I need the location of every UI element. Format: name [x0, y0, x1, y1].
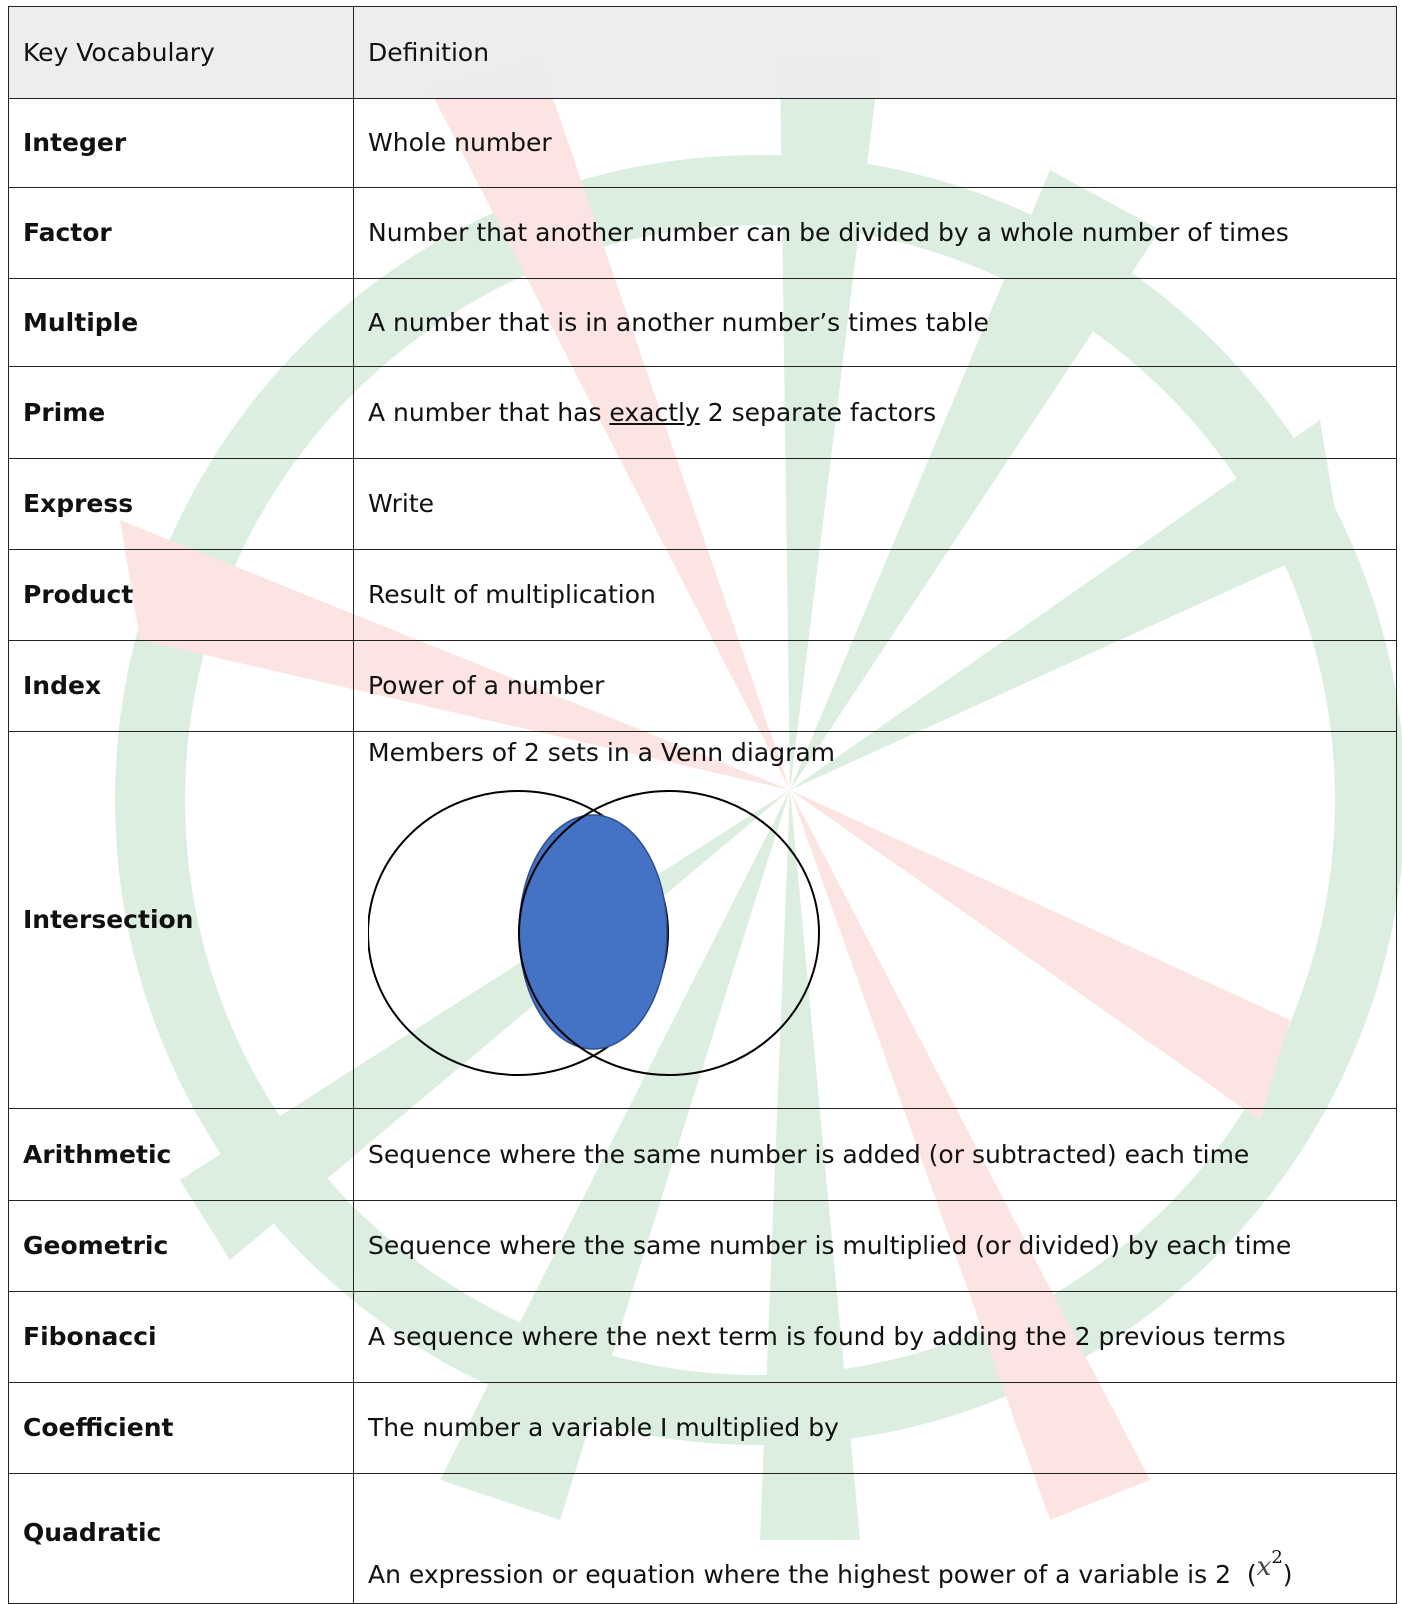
venn-diagram [368, 790, 838, 1090]
definition-cell: Result of multiplication [354, 550, 1397, 641]
table-row [9, 641, 1397, 732]
formula-variable: x [1256, 1552, 1272, 1582]
definition-cell: The number a variable I multiplied by [354, 1383, 1397, 1474]
table-row [9, 188, 1397, 279]
venn-diagram-container [368, 768, 1396, 1108]
header-key-vocabulary: Key Vocabulary [9, 7, 354, 99]
definition-cell: Sequence where the same number is multiplied (or divided) by each time [354, 1201, 1397, 1292]
table-row [9, 1474, 1397, 1604]
definition-text: A number that has [368, 397, 610, 427]
underlined-word: exactly [609, 397, 700, 427]
venn-intersection [519, 815, 667, 1049]
term-cell: Express [9, 459, 354, 550]
table-row [9, 1292, 1397, 1383]
vocabulary-table [8, 6, 1397, 1604]
formula-close-paren: ) [1282, 1560, 1293, 1589]
term-cell: Prime [9, 367, 354, 459]
term-cell: Fibonacci [9, 1292, 354, 1383]
term-cell: Geometric [9, 1201, 354, 1292]
header-definition: Definition [354, 7, 1397, 99]
definition-cell [354, 732, 1397, 1109]
term-cell: Index [9, 641, 354, 732]
term-cell: Product [9, 550, 354, 641]
table-row [9, 1201, 1397, 1292]
table-row [9, 279, 1397, 367]
table-row [9, 367, 1397, 459]
definition-cell: Whole number [354, 99, 1397, 188]
definition-cell: A number that is in another number’s times table [354, 279, 1397, 367]
definition-text: 2 separate factors [699, 397, 937, 427]
table-row [9, 550, 1397, 641]
term-cell: Integer [9, 99, 354, 188]
table-row [9, 732, 1397, 1109]
term-cell: Quadratic [9, 1474, 354, 1604]
term-cell: Multiple [9, 279, 354, 367]
definition-cell [354, 1474, 1397, 1604]
table-header-row [9, 7, 1397, 99]
formula-exponent: 2 [1271, 1547, 1283, 1568]
term-cell: Factor [9, 188, 354, 279]
term-cell: Intersection [9, 732, 354, 1109]
definition-cell: Number that another number can be divided by a whole number of times [354, 188, 1397, 279]
definition-cell: A sequence where the next term is found by adding the 2 previous terms [354, 1292, 1397, 1383]
definition-cell: Sequence where the same number is added (or subtracted) each time [354, 1109, 1397, 1201]
table-row [9, 1109, 1397, 1201]
definition-cell: Write [354, 459, 1397, 550]
term-cell: Coefficient [9, 1383, 354, 1474]
definition-text: An expression or equation where the highest power of a variable is 2 [368, 1560, 1231, 1589]
table-row [9, 99, 1397, 188]
table-row [9, 459, 1397, 550]
term-cell: Arithmetic [9, 1109, 354, 1201]
table-row [9, 1383, 1397, 1474]
definition-cell: Power of a number [354, 641, 1397, 732]
definition-cell [354, 367, 1397, 459]
definition-text: Members of 2 sets in a Venn diagram [368, 738, 836, 767]
formula-open-paren: ( [1246, 1560, 1257, 1589]
